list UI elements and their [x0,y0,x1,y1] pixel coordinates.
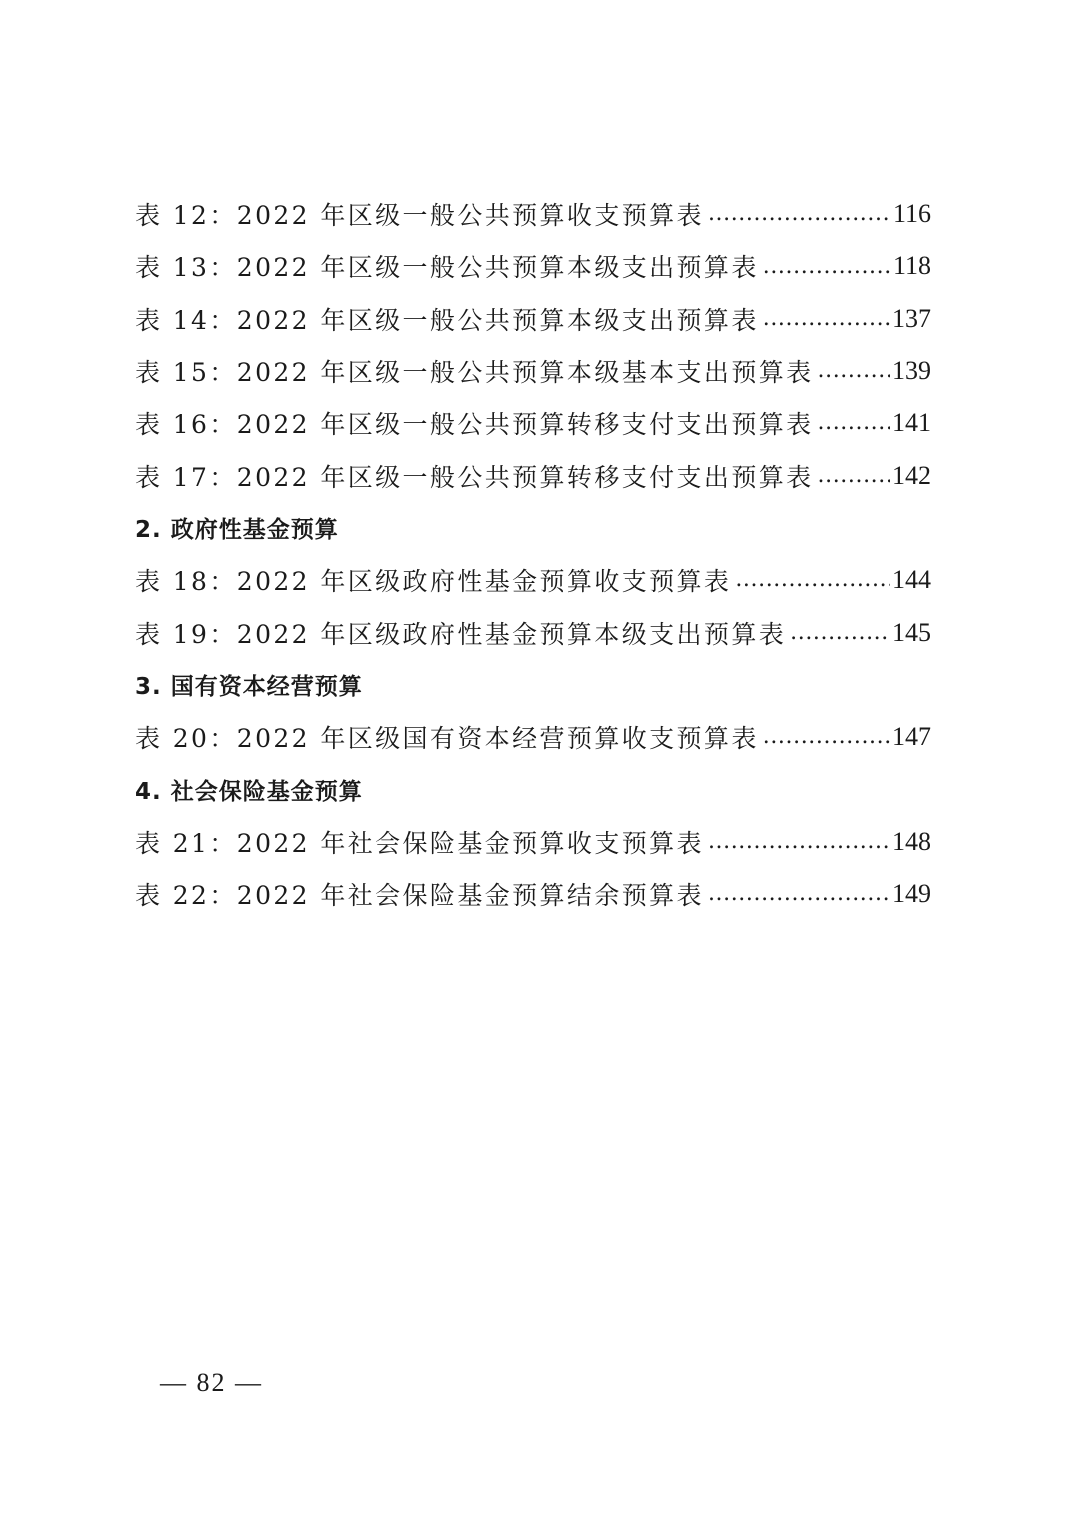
dot-leader [708,816,890,868]
dot-leader [763,711,890,763]
toc-entry-page: 145 [892,617,931,647]
dot-leader [708,868,890,920]
toc-entry-table-18[interactable] [135,554,931,606]
toc-entry-label: 表 15：2022 年区级一般公共预算本级基本支出预算表 [135,358,814,388]
toc-entry-page: 142 [892,460,931,490]
toc-entry-label: 表 20：2022 年区级国有资本经营预算收支预算表 [135,724,759,754]
toc-entry-label: 表 13：2022 年区级一般公共预算本级支出预算表 [135,253,759,283]
page-number: — 82 — [160,1368,263,1397]
toc-entry-page: 118 [892,251,931,281]
toc-entry-table-14[interactable] [135,293,931,345]
dot-leader [763,293,890,345]
section-heading-label: 4. 社会保险基金预算 [135,778,363,805]
toc-entry-table-19[interactable] [135,606,931,658]
toc-entry-table-20[interactable] [135,711,931,763]
toc-entry-page: 137 [892,303,931,333]
toc-entry-label: 表 14：2022 年区级一般公共预算本级支出预算表 [135,305,759,335]
section-heading-label: 2. 政府性基金预算 [135,517,339,544]
dot-leader [790,606,890,658]
section-heading-label: 3. 国有资本经营预算 [135,674,363,701]
toc-entry-label: 表 17：2022 年区级一般公共预算转移支付支出预算表 [135,462,814,492]
toc-entry-label: 表 19：2022 年区级政府性基金预算本级支出预算表 [135,619,787,649]
toc-entry-page: 147 [892,722,931,752]
toc-entry-page: 149 [892,879,931,908]
section-heading-government-fund [135,502,931,554]
toc-entry-page: 139 [892,356,931,386]
section-heading-social-insurance [135,763,931,815]
toc-entry-label: 表 18：2022 年区级政府性基金预算收支预算表 [135,567,732,597]
toc-entry-table-16[interactable] [135,397,931,449]
toc-entry-table-13[interactable] [135,240,931,292]
dot-leader [818,449,890,501]
toc-entry-table-12[interactable] [135,188,931,240]
toc-entry-page: 141 [892,408,931,438]
toc-entry-table-21[interactable] [135,816,931,868]
table-of-contents [135,188,931,920]
dot-leader [763,240,891,292]
toc-entry-label: 表 21：2022 年社会保险基金预算收支预算表 [135,828,704,858]
toc-entry-label: 表 12：2022 年区级一般公共预算收支预算表 [135,201,704,231]
toc-entry-table-22[interactable] [135,868,931,920]
toc-entry-page: 148 [892,826,931,856]
dot-leader [818,345,890,397]
dot-leader [708,188,891,240]
toc-entry-table-17[interactable] [135,449,931,501]
section-heading-state-capital [135,659,931,711]
toc-entry-label: 表 22：2022 年社会保险基金预算结余预算表 [135,881,704,910]
toc-entry-page: 116 [892,199,931,229]
toc-entry-table-15[interactable] [135,345,931,397]
dot-leader [818,397,890,449]
toc-entry-label: 表 16：2022 年区级一般公共预算转移支付支出预算表 [135,410,814,440]
dot-leader [735,554,890,606]
toc-entry-page: 144 [892,565,931,595]
